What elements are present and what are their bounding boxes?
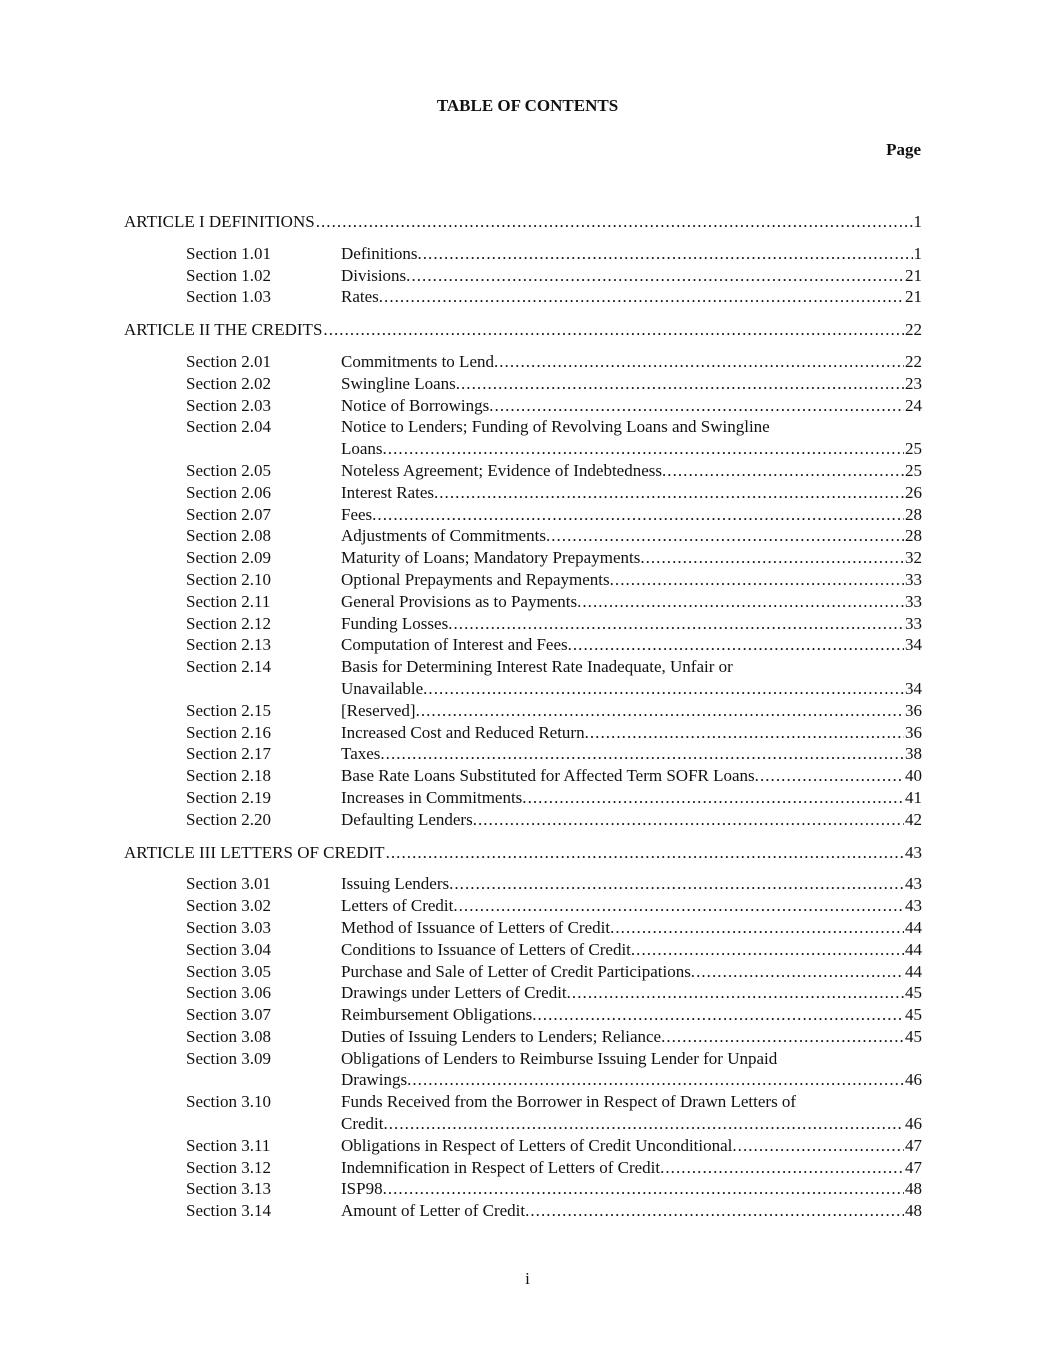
toc-section-entry[interactable]: [124, 1026, 922, 1048]
page-number: 36: [905, 700, 922, 720]
section-title: Obligations in Respect of Letters of Credit Unconditional.: [341, 1135, 737, 1155]
section-title-row: [341, 765, 922, 787]
section-number: Section 3.06: [186, 983, 271, 1003]
dot-leader: [388, 1178, 904, 1200]
section-number: Section 1.03: [186, 287, 271, 307]
page-number: 23: [905, 373, 922, 393]
dot-leader: [428, 678, 904, 700]
section-number: Section 3.01: [186, 874, 271, 894]
page-number: 24: [905, 395, 922, 415]
page-number: 25: [905, 439, 922, 459]
section-title: [Reserved].: [341, 700, 420, 720]
section-body: [341, 547, 922, 569]
section-number: Section 2.03: [186, 395, 271, 415]
section-title: Drawings under Letters of Credit.: [341, 983, 571, 1003]
table-of-contents: [124, 211, 922, 1232]
toc-section-entry[interactable]: [124, 504, 922, 526]
page-number: 21: [905, 265, 922, 285]
page-number: 48: [905, 1201, 922, 1221]
article-title: ARTICLE II THE CREDITS: [124, 320, 323, 340]
section-number: Section 2.04: [186, 417, 271, 437]
page-number: 44: [905, 939, 922, 959]
dot-leader: [384, 286, 904, 308]
page-number: 26: [905, 482, 922, 502]
page-number: 25: [905, 460, 922, 480]
section-number: Section 3.08: [186, 1026, 271, 1046]
toc-article: [124, 842, 922, 1223]
section-number: Section 2.11: [186, 591, 271, 611]
toc-section-entry[interactable]: [124, 765, 922, 787]
section-list: [124, 873, 922, 1222]
page-number: 47: [905, 1135, 922, 1155]
section-title: ISP98.: [341, 1179, 387, 1199]
section-title-line: Funds Received from the Borrower in Respect of Drawn Letters of: [341, 1092, 797, 1112]
section-title-row: [341, 395, 922, 417]
section-number: Section 1.02: [186, 265, 271, 285]
section-title: Increases in Commitments.: [341, 787, 527, 807]
dot-leader: [459, 895, 904, 917]
section-body: [341, 982, 922, 1004]
dot-leader: [537, 1004, 904, 1026]
section-title-row: [341, 917, 922, 939]
section-body: [341, 743, 922, 765]
toc-section-entry[interactable]: [124, 656, 922, 700]
section-title-line: Obligations of Lenders to Reimburse Issuing Lender for Unpaid: [341, 1048, 778, 1068]
dot-leader: [423, 243, 913, 265]
section-title: Notice of Borrowings.: [341, 395, 494, 415]
section-title-row: [341, 634, 922, 656]
section-title: Purchase and Sale of Letter of Credit Participations.: [341, 961, 696, 981]
dot-leader: [453, 613, 904, 635]
toc-section-entry[interactable]: [124, 547, 922, 569]
toc-section-entry[interactable]: [124, 460, 922, 482]
section-title-row: [341, 1026, 922, 1048]
toc-section-entry[interactable]: [124, 1048, 922, 1092]
section-number: Section 2.15: [186, 700, 271, 720]
section-body: [341, 765, 922, 787]
section-title-row: [341, 351, 922, 373]
section-body: [341, 634, 922, 656]
page-number: 28: [905, 526, 922, 546]
section-title-row: [341, 700, 922, 722]
dot-leader: [323, 319, 904, 341]
toc-section-entry[interactable]: [124, 265, 922, 287]
dot-leader: [636, 939, 904, 961]
page-number: 34: [905, 678, 922, 698]
section-number: Section 3.03: [186, 917, 271, 937]
dot-leader: [421, 700, 904, 722]
toc-article: [124, 211, 922, 308]
section-title: Indemnification in Respect of Letters of Credit.: [341, 1157, 665, 1177]
page-number: 33: [905, 591, 922, 611]
page-number: 45: [905, 983, 922, 1003]
section-body: [341, 1135, 922, 1157]
section-body: [341, 395, 922, 417]
page-number: 40: [905, 766, 922, 786]
section-title: Fees.: [341, 504, 377, 524]
page-number: 47: [905, 1157, 922, 1177]
section-title: Unavailable.: [341, 678, 428, 698]
section-title: Optional Prepayments and Repayments.: [341, 569, 614, 589]
section-number: Section 3.09: [186, 1048, 271, 1068]
section-list: [124, 351, 922, 831]
toc-article-entry[interactable]: [124, 319, 922, 341]
toc-section-entry[interactable]: [124, 939, 922, 961]
section-body: [341, 416, 922, 460]
dot-leader: [738, 1135, 904, 1157]
toc-section-entry[interactable]: [124, 787, 922, 809]
dot-leader: [388, 438, 904, 460]
section-title-row: [341, 982, 922, 1004]
toc-section-entry[interactable]: [124, 1091, 922, 1135]
section-title-row: [341, 1200, 922, 1222]
page-column-label: Page: [886, 140, 921, 159]
section-number: Section 2.14: [186, 657, 271, 677]
toc-section-entry[interactable]: [124, 982, 922, 1004]
section-title-row: [341, 895, 922, 917]
section-title-row: [341, 1157, 922, 1179]
section-title-line: Basis for Determining Interest Rate Inadequate, Unfair or: [341, 657, 733, 677]
section-title: Maturity of Loans; Mandatory Prepayments.: [341, 548, 645, 568]
article-title: ARTICLE I DEFINITIONS: [124, 212, 315, 231]
section-title: Commitments to Lend.: [341, 351, 499, 371]
page-number: 44: [905, 961, 922, 981]
section-title-row: [341, 438, 922, 460]
page-number: 38: [905, 744, 922, 764]
dot-leader: [696, 961, 904, 983]
section-title-row: [341, 373, 922, 395]
section-title: Base Rate Loans Substituted for Affected Term SOFR Loans.: [341, 766, 759, 786]
section-body: [341, 787, 922, 809]
section-number: Section 3.10: [186, 1092, 271, 1112]
section-body: [341, 1157, 922, 1179]
section-title: Amount of Letter of Credit.: [341, 1201, 530, 1221]
section-body: [341, 722, 922, 744]
page-number: 33: [905, 613, 922, 633]
toc-article-entry[interactable]: [124, 842, 922, 864]
section-body: [341, 613, 922, 635]
section-body: [341, 243, 922, 265]
section-title-row: [341, 525, 922, 547]
toc-section-entry[interactable]: [124, 743, 922, 765]
dot-leader: [590, 722, 904, 744]
section-number: Section 3.07: [186, 1005, 271, 1025]
section-body: [341, 569, 922, 591]
section-title-row: [341, 504, 922, 526]
section-title-row: [341, 286, 922, 308]
toc-section-entry[interactable]: [124, 613, 922, 635]
section-body: [341, 504, 922, 526]
toc-article-entry[interactable]: [124, 211, 922, 233]
footer-page-number: i: [525, 1269, 530, 1288]
section-body: [341, 1178, 922, 1200]
dot-leader: [478, 809, 904, 831]
section-title: Credit.: [341, 1114, 388, 1134]
dot-leader: [666, 1026, 904, 1048]
section-title-row: [341, 482, 922, 504]
toc-section-entry[interactable]: [124, 243, 922, 265]
section-title: Noteless Agreement; Evidence of Indebtedness.: [341, 460, 667, 480]
dot-leader: [760, 765, 904, 787]
page-number: 41: [905, 787, 922, 807]
section-body: [341, 961, 922, 983]
section-title-row: [341, 547, 922, 569]
section-title-row: [341, 678, 922, 700]
toc-section-entry[interactable]: [124, 1004, 922, 1026]
toc-section-entry[interactable]: [124, 809, 922, 831]
section-body: [341, 917, 922, 939]
section-title: Swingline Loans.: [341, 373, 460, 393]
section-title: Increased Cost and Reduced Return.: [341, 722, 589, 742]
page-number: 43: [905, 842, 922, 862]
dot-leader: [411, 265, 904, 287]
section-number: Section 3.13: [186, 1179, 271, 1199]
dot-leader: [495, 395, 904, 417]
toc-section-entry[interactable]: [124, 634, 922, 656]
section-body: [341, 286, 922, 308]
section-body: [341, 895, 922, 917]
page-number: 48: [905, 1179, 922, 1199]
page-number: 34: [905, 635, 922, 655]
toc-section-entry[interactable]: [124, 1178, 922, 1200]
section-number: Section 2.01: [186, 351, 271, 371]
page-number: 28: [905, 504, 922, 524]
section-body: [341, 591, 922, 613]
page-number: 45: [905, 1026, 922, 1046]
section-number: Section 2.17: [186, 744, 271, 764]
page-number: 32: [905, 548, 922, 568]
dot-leader: [386, 842, 904, 864]
section-number: Section 2.18: [186, 766, 271, 786]
section-title-row: [341, 1069, 922, 1091]
section-title: Rates.: [341, 287, 384, 307]
section-title: Definitions.: [341, 243, 422, 263]
section-title-row: [341, 961, 922, 983]
section-number: Section 3.02: [186, 896, 271, 916]
section-body: [341, 265, 922, 287]
dot-leader: [646, 547, 904, 569]
toc-section-entry[interactable]: [124, 873, 922, 895]
toc-section-entry[interactable]: [124, 700, 922, 722]
section-body: [341, 939, 922, 961]
dot-leader: [528, 787, 904, 809]
section-number: Section 2.09: [186, 548, 271, 568]
page-title: TABLE OF CONTENTS: [436, 96, 619, 115]
section-body: [341, 525, 922, 547]
dot-leader: [316, 211, 913, 233]
toc-section-entry[interactable]: [124, 895, 922, 917]
section-title-row: [341, 1004, 922, 1026]
dot-leader: [551, 525, 904, 547]
page-number: 1: [913, 243, 922, 263]
dot-leader: [530, 1200, 904, 1222]
toc-section-entry[interactable]: [124, 286, 922, 308]
section-title-row: [341, 243, 922, 265]
toc-section-entry[interactable]: [124, 416, 922, 460]
section-body: [341, 656, 922, 700]
section-number: Section 1.01: [186, 243, 271, 263]
section-title: Defaulting Lenders.: [341, 809, 477, 829]
page-number: 36: [905, 722, 922, 742]
section-title: Funding Losses.: [341, 613, 453, 633]
dot-leader: [454, 873, 904, 895]
section-title: Interest Rates.: [341, 482, 439, 502]
dot-leader: [615, 917, 904, 939]
section-title-row: [341, 569, 922, 591]
page-number: 22: [905, 320, 922, 340]
dot-leader: [377, 504, 904, 526]
section-list: [124, 243, 922, 308]
page-number: 42: [905, 809, 922, 829]
section-number: Section 3.11: [186, 1135, 271, 1155]
section-number: Section 3.04: [186, 939, 271, 959]
dot-leader: [573, 634, 904, 656]
toc-article: [124, 319, 922, 830]
page-number: 44: [905, 917, 922, 937]
section-body: [341, 1048, 922, 1092]
section-title-row: [341, 787, 922, 809]
dot-leader: [665, 1157, 904, 1179]
section-number: Section 2.05: [186, 460, 271, 480]
toc-section-entry[interactable]: [124, 482, 922, 504]
section-title-row: [341, 265, 922, 287]
section-number: Section 2.02: [186, 373, 271, 393]
dot-leader: [572, 982, 904, 1004]
section-number: Section 2.06: [186, 482, 271, 502]
section-title: Computation of Interest and Fees.: [341, 635, 572, 655]
section-body: [341, 1200, 922, 1222]
section-title: Adjustments of Commitments.: [341, 526, 551, 546]
section-number: Section 2.07: [186, 504, 271, 524]
page-number: 43: [905, 896, 922, 916]
page-number: 22: [905, 351, 922, 371]
section-body: [341, 700, 922, 722]
toc-section-entry[interactable]: [124, 395, 922, 417]
section-title-row: [341, 809, 922, 831]
section-title-row: [341, 1178, 922, 1200]
section-title: Method of Issuance of Letters of Credit.: [341, 917, 615, 937]
toc-section-entry[interactable]: [124, 525, 922, 547]
section-title-row: [341, 613, 922, 635]
section-body: [341, 373, 922, 395]
section-title: Letters of Credit.: [341, 896, 458, 916]
toc-section-entry[interactable]: [124, 1135, 922, 1157]
toc-section-entry[interactable]: [124, 917, 922, 939]
section-body: [341, 351, 922, 373]
section-body: [341, 1091, 922, 1135]
section-title: Loans.: [341, 439, 387, 459]
section-number: Section 3.12: [186, 1157, 271, 1177]
section-title: Reimbursement Obligations.: [341, 1005, 537, 1025]
section-number: Section 2.20: [186, 809, 271, 829]
section-title-row: [341, 743, 922, 765]
section-body: [341, 873, 922, 895]
section-title: Issuing Lenders.: [341, 874, 454, 894]
toc-section-entry[interactable]: [124, 591, 922, 613]
section-title: Duties of Issuing Lenders to Lenders; Reliance.: [341, 1026, 666, 1046]
toc-section-entry[interactable]: [124, 569, 922, 591]
dot-leader: [499, 351, 904, 373]
section-body: [341, 1026, 922, 1048]
section-title-row: [341, 591, 922, 613]
section-number: Section 2.16: [186, 722, 271, 742]
section-body: [341, 460, 922, 482]
section-title-row: [341, 939, 922, 961]
section-title: Taxes.: [341, 744, 385, 764]
page-number: 43: [905, 874, 922, 894]
section-title-row: [341, 460, 922, 482]
dot-leader: [615, 569, 904, 591]
section-number: Section 2.19: [186, 787, 271, 807]
dot-leader: [412, 1069, 904, 1091]
section-number: Section 2.12: [186, 613, 271, 633]
section-title-row: [341, 873, 922, 895]
section-title-row: [341, 722, 922, 744]
page-number: 46: [905, 1070, 922, 1090]
section-title: Drawings.: [341, 1070, 412, 1090]
toc-section-entry[interactable]: [124, 373, 922, 395]
toc-section-entry[interactable]: [124, 1157, 922, 1179]
dot-leader: [386, 743, 904, 765]
section-title: General Provisions as to Payments.: [341, 591, 582, 611]
section-title-row: [341, 1113, 922, 1135]
section-number: Section 2.10: [186, 569, 271, 589]
toc-section-entry[interactable]: [124, 351, 922, 373]
article-title: ARTICLE III LETTERS OF CREDIT: [124, 842, 385, 862]
dot-leader: [389, 1113, 904, 1135]
page-number: 45: [905, 1005, 922, 1025]
dot-leader: [461, 373, 904, 395]
section-body: [341, 482, 922, 504]
dot-leader: [439, 482, 904, 504]
section-title: Conditions to Issuance of Letters of Credit.: [341, 939, 636, 959]
page-number: 1: [913, 212, 922, 231]
dot-leader: [667, 460, 904, 482]
section-body: [341, 1004, 922, 1026]
page-number: 33: [905, 569, 922, 589]
section-number: Section 2.13: [186, 635, 271, 655]
toc-section-entry[interactable]: [124, 1200, 922, 1222]
section-title-row: [341, 1135, 922, 1157]
section-body: [341, 809, 922, 831]
section-number: Section 3.05: [186, 961, 271, 981]
section-title-line: Notice to Lenders; Funding of Revolving Loans and Swingline: [341, 417, 770, 437]
section-number: Section 3.14: [186, 1201, 271, 1221]
page-number: 46: [905, 1114, 922, 1134]
dot-leader: [582, 591, 904, 613]
section-number: Section 2.08: [186, 526, 271, 546]
section-title: Divisions.: [341, 265, 411, 285]
page-number: 21: [905, 287, 922, 307]
toc-section-entry[interactable]: [124, 961, 922, 983]
toc-section-entry[interactable]: [124, 722, 922, 744]
